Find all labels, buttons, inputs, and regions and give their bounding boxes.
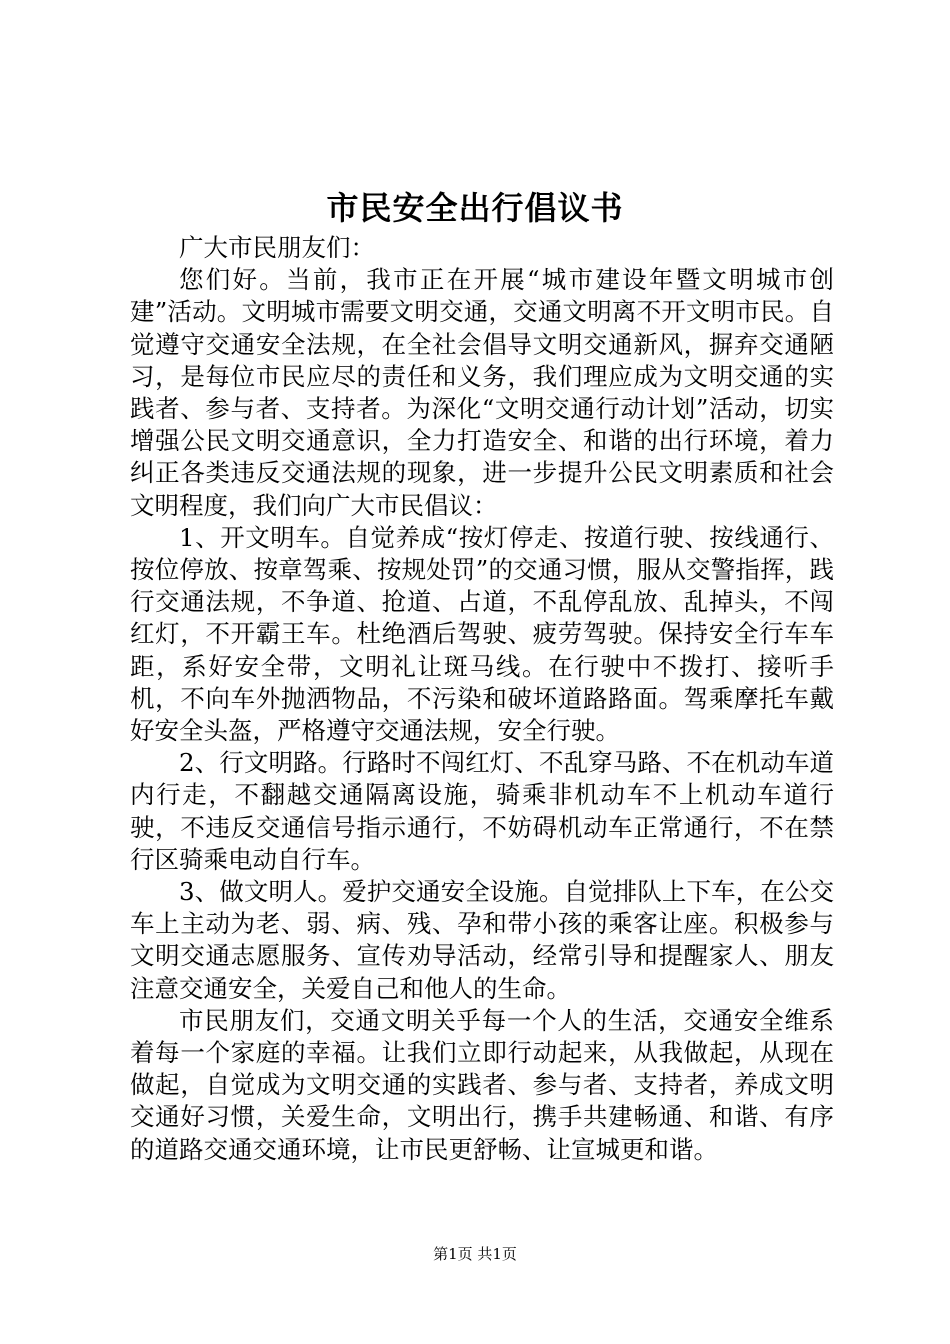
paragraph-item-1: 1、开文明车。自觉养成“按灯停走、按道行驶、按线通行、按位停放、按章驾乘、按规处罚”的交通习惯，服从交警指挥，践行交通法规，不争道、抢道、占道，不乱停乱放、乱掉头，不闯红灯，不开霸王车。杜绝酒后驾驶、疲劳驾驶。保持安全行车车距，系好安全带，文明礼让斑马线。在行驶中不拨打、接听手机，不向车外抛洒物品，不污染和破坏道路路面。驾乘摩托车戴好安全头盔，严格遵守交通法规，安全行驶。	[130, 522, 834, 746]
salutation: 广大市民朋友们：	[179, 233, 375, 262]
paragraph-intro: 您们好。当前，我市正在开展“城市建设年暨文明城市创建”活动。文明城市需要文明交通，交通文明离不开文明市民。自觉遵守交通安全法规，在全社会倡导文明交通新风，摒弃交通陋习，是每位市民应尽的责任和义务，我们理应成为文明交通的实践者、参与者、支持者。为深化“文明交通行动计划”活动，切实增强公民文明交通意识，全力打造安全、和谐的出行环境，着力纠正各类违反交通法规的现象，进一步提升公民文明素质和社会文明程度，我们向广大市民倡议：	[130, 265, 834, 520]
paragraph-closing: 市民朋友们，交通文明关乎每一个人的生活，交通安全维系着每一个家庭的幸福。让我们立即行动起来，从我做起，从现在做起，自觉成为文明交通的实践者、参与者、支持者，养成文明交通好习惯，关爱生命，文明出行，携手共建畅通、和谐、有序的道路交通交通环境，让市民更舒畅、让宣城更和谐。	[130, 1005, 834, 1164]
document-title: 市民安全出行倡议书	[326, 189, 624, 227]
document-body	[130, 232, 834, 1166]
page-footer: 第1页 共1页	[433, 1245, 517, 1263]
paragraph-item-3: 3、做文明人。爱护交通安全设施。自觉排队上下车，在公交车上主动为老、弱、病、残、孕和带小孩的乘客让座。积极参与文明交通志愿服务、宣传劝导活动，经常引导和提醒家人、朋友注意交通安全，关爱自己和他人的生命。	[130, 877, 834, 1003]
paragraph-item-2: 2、行文明路。行路时不闯红灯、不乱穿马路、不在机动车道内行走，不翻越交通隔离设施，骑乘非机动车不上机动车道行驶，不违反交通信号指示通行，不妨碍机动车正常通行，不在禁行区骑乘电动自行车。	[130, 748, 834, 874]
